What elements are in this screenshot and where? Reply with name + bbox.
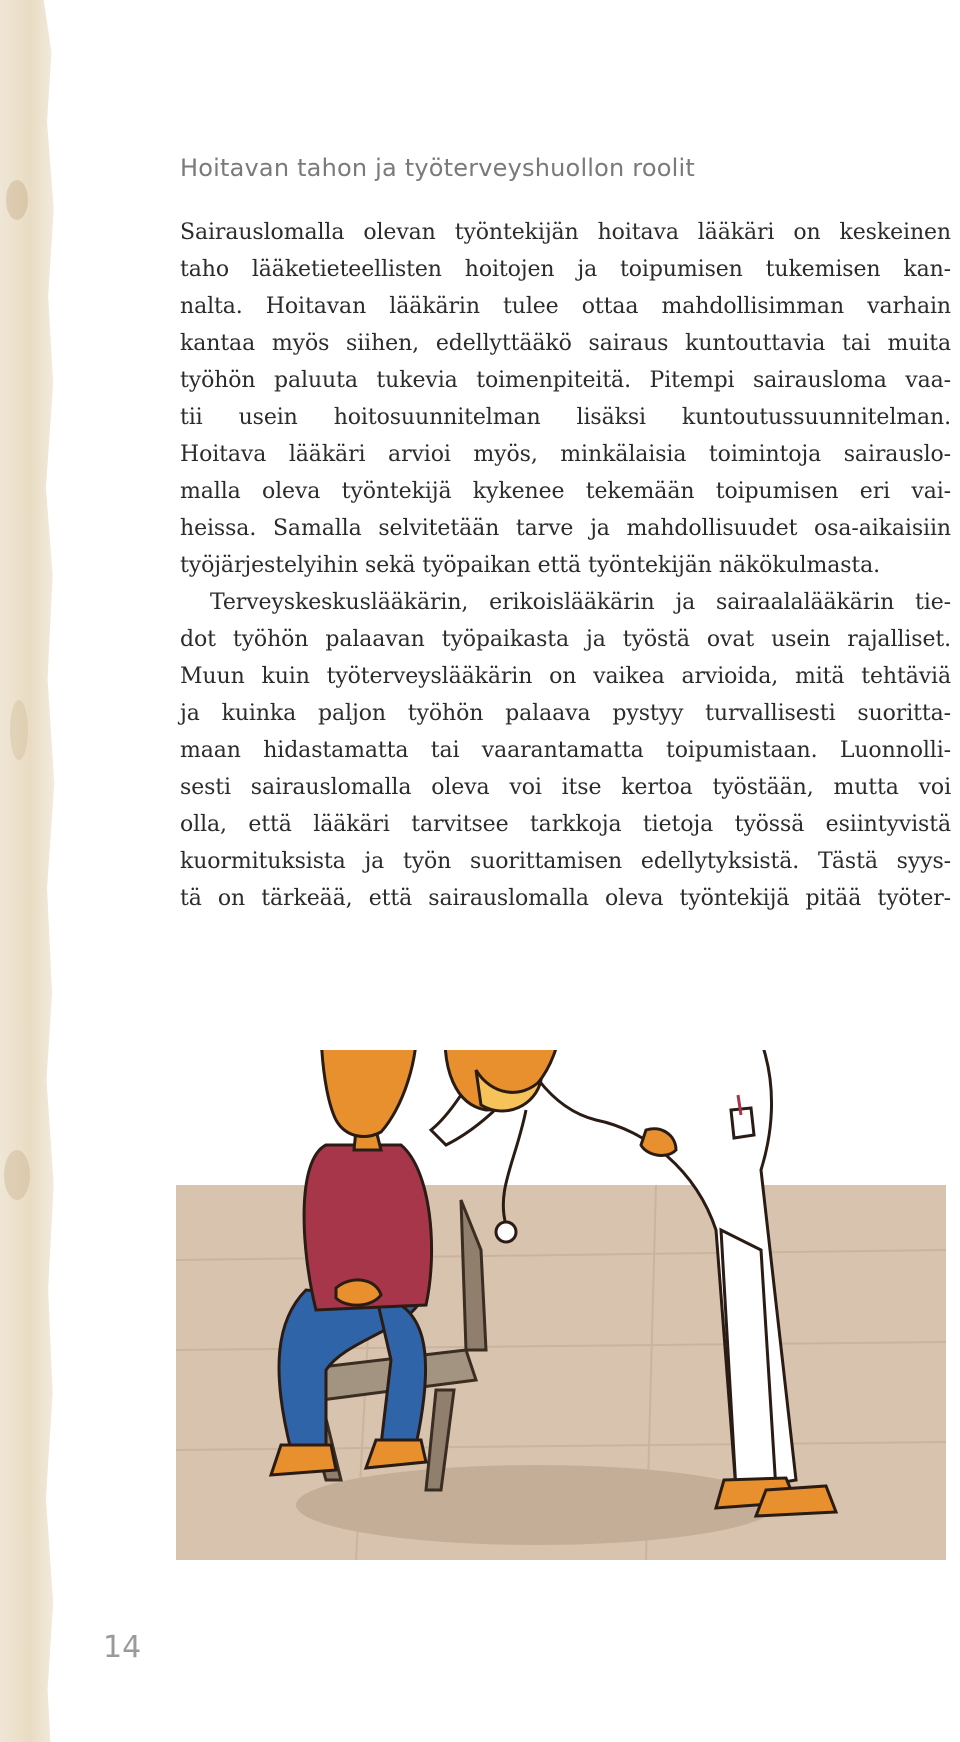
paragraph-1	[180, 214, 951, 584]
text-line: Hoitava lääkäri arvioi myös, minkälaisia toimintoja sairauslo-	[180, 442, 951, 467]
text-line: Terveyskeskuslääkärin, erikoislääkärin ja sairaalalääkärin tie-	[210, 590, 951, 615]
text-line: tä on tärkeää, että sairauslomalla oleva työntekijä pitää työter-	[180, 886, 951, 911]
torn-paper-strip	[0, 0, 56, 1742]
text-line: nalta. Hoitavan lääkärin tulee ottaa mahdollisimman varhain	[180, 294, 951, 319]
text-line: Sairauslomalla olevan työntekijän hoitava lääkäri on keskeinen	[180, 220, 951, 245]
text-line: olla, että lääkäri tarvitsee tarkkoja tietoja työssä esiintyvistä	[180, 812, 951, 837]
text-line: maan hidastamatta tai vaarantamatta toipumistaan. Luonnolli-	[180, 738, 951, 763]
paper-stain	[4, 1150, 30, 1200]
text-line: tii usein hoitosuunnitelman lisäksi kuntoutussuunnitelman.	[180, 405, 951, 430]
paper-stain	[10, 700, 28, 760]
text-line: ja kuinka paljon työhön palaava pystyy turvallisesti suoritta-	[180, 701, 951, 726]
section-heading: Hoitavan tahon ja työterveyshuollon roolit	[180, 153, 695, 182]
text-line: työjärjestelyihin sekä työpaikan että työntekijän näkökulmasta.	[180, 553, 881, 578]
body-text	[180, 214, 951, 917]
text-line: kuormituksista ja työn suorittamisen edellytyksistä. Tästä syys-	[180, 849, 951, 874]
floor-shadow	[296, 1465, 776, 1545]
text-line: työhön paluuta tukevia toimenpiteitä. Pitempi sairausloma vaa-	[180, 368, 951, 393]
text-line: dot työhön palaavan työpaikasta ja työstä ovat usein rajalliset.	[180, 627, 951, 652]
page-number: 14	[103, 1630, 142, 1665]
text-line: taho lääketieteellisten hoitojen ja toipumisen tukemisen kan-	[180, 257, 951, 282]
text-line: kantaa myös siihen, edellyttääkö sairaus kuntouttavia tai muita	[180, 331, 951, 356]
paragraph-2	[180, 584, 951, 917]
doctor-examining-patient-illustration	[176, 1050, 946, 1570]
text-line: heissa. Samalla selvitetään tarve ja mahdollisuudet osa-aikaisiin	[180, 516, 951, 541]
paper-stain	[6, 180, 28, 220]
text-line: sesti sairauslomalla oleva voi itse kertoa työstään, mutta voi	[180, 775, 951, 800]
text-line: Muun kuin työterveyslääkärin on vaikea arvioida, mitä tehtäviä	[180, 664, 951, 689]
text-line: malla oleva työntekijä kykenee tekemään toipumisen eri vai-	[180, 479, 951, 504]
